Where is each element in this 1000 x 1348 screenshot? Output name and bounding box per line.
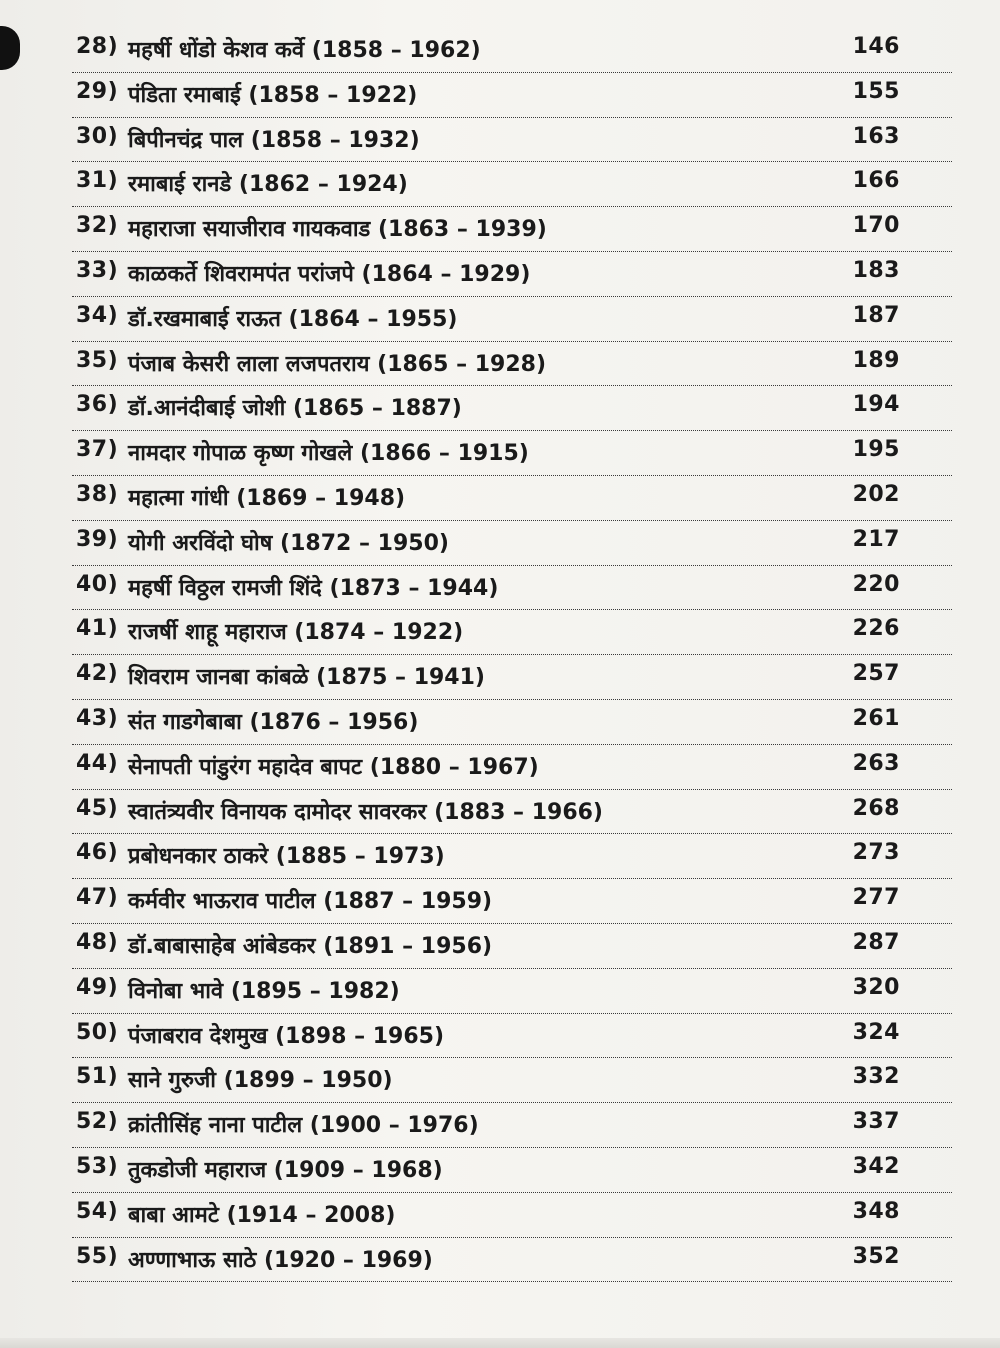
toc-entry	[72, 162, 952, 207]
entry-number: 46)	[76, 840, 119, 866]
toc-entry	[72, 655, 952, 700]
entry-page-number: 352	[852, 1243, 900, 1269]
toc-entry	[72, 1014, 952, 1059]
entry-page-number: 187	[852, 302, 900, 328]
entry-title: महाराजा सयाजीराव गायकवाड (1863 – 1939)	[128, 217, 547, 243]
entry-page-number: 342	[852, 1153, 900, 1179]
entry-page-number: 166	[852, 168, 900, 194]
entry-number: 32)	[76, 213, 119, 239]
entry-title: महर्षी धोंडो केशव कर्वे (1858 – 1962)	[128, 38, 481, 63]
entry-title: योगी अरविंदो घोष (1872 – 1950)	[128, 530, 449, 556]
entry-number: 52)	[76, 1109, 119, 1135]
toc-entry	[72, 73, 952, 118]
entry-page-number: 324	[852, 1019, 900, 1045]
toc-entry	[72, 834, 952, 879]
entry-page-number: 183	[852, 257, 900, 283]
toc-entry	[72, 252, 952, 297]
entry-title: डॉ.आनंदीबाई जोशी (1865 – 1887)	[128, 396, 462, 422]
entry-title: नामदार गोपाळ कृष्ण गोखले (1866 – 1915)	[128, 441, 529, 467]
toc-entry	[72, 342, 952, 387]
entry-number: 40)	[76, 571, 119, 597]
entry-title: महात्मा गांधी (1869 – 1948)	[128, 485, 406, 511]
entry-number: 31)	[76, 168, 119, 194]
toc-entry	[72, 118, 952, 163]
toc-entry	[72, 386, 952, 431]
entry-number: 43)	[76, 705, 119, 731]
entry-page-number: 261	[852, 705, 900, 731]
entry-title: शिवराम जानबा कांबळे (1875 – 1941)	[128, 665, 485, 691]
entry-title: रमाबाई रानडे (1862 – 1924)	[128, 172, 408, 198]
entry-number: 30)	[76, 123, 119, 149]
entry-number: 28)	[76, 34, 119, 59]
toc-entry	[72, 1238, 952, 1283]
entry-page-number: 257	[852, 661, 900, 687]
entry-number: 36)	[76, 392, 119, 418]
toc-entry	[72, 1103, 952, 1148]
entry-number: 34)	[76, 302, 119, 328]
entry-page-number: 263	[852, 750, 900, 776]
entry-number: 54)	[76, 1198, 119, 1224]
entry-number: 48)	[76, 929, 119, 955]
entry-page-number: 220	[852, 571, 900, 597]
entry-title: कर्मवीर भाऊराव पाटील (1887 – 1959)	[128, 889, 493, 915]
entry-page-number: 217	[852, 526, 900, 552]
entry-title: अण्णाभाऊ साठे (1920 – 1969)	[128, 1247, 433, 1273]
toc-entry	[72, 879, 952, 924]
entry-number: 44)	[76, 750, 119, 776]
entry-page-number: 320	[852, 974, 900, 1000]
entry-number: 53)	[76, 1153, 119, 1179]
entry-number: 29)	[76, 78, 119, 104]
entry-title: संत गाडगेबाबा (1876 – 1956)	[128, 709, 419, 735]
toc-entry	[72, 431, 952, 476]
toc-entry	[72, 1193, 952, 1238]
page-bottom-edge	[0, 1338, 1000, 1348]
entry-title: पंजाबराव देशमुख (1898 – 1965)	[128, 1023, 445, 1049]
entry-title: बाबा आमटे (1914 – 2008)	[128, 1202, 396, 1228]
entry-number: 45)	[76, 795, 119, 821]
entry-title: बिपीनचंद्र पाल (1858 – 1932)	[128, 127, 420, 153]
entry-page-number: 163	[852, 123, 900, 149]
entry-page-number: 202	[852, 481, 900, 507]
entry-number: 42)	[76, 661, 119, 687]
toc-entry	[72, 924, 952, 969]
entry-title: राजर्षी शाहू महाराज (1874 – 1922)	[128, 620, 464, 646]
toc-entry	[72, 566, 952, 611]
entry-page-number: 146	[852, 34, 900, 59]
entry-number: 38)	[76, 481, 119, 507]
entry-title: सेनापती पांडुरंग महादेव बापट (1880 – 1967)	[128, 754, 539, 780]
entry-page-number: 155	[852, 78, 900, 104]
entry-title: पंडिता रमाबाई (1858 – 1922)	[128, 82, 418, 108]
binding-mark	[0, 26, 20, 70]
entry-page-number: 194	[852, 392, 900, 418]
entry-title: डॉ.बाबासाहेब आंबेडकर (1891 – 1956)	[128, 933, 493, 959]
entry-number: 39)	[76, 526, 119, 552]
entry-page-number: 277	[852, 885, 900, 911]
entry-number: 50)	[76, 1019, 119, 1045]
entry-title: साने गुरुजी (1899 – 1950)	[128, 1068, 393, 1094]
entry-number: 55)	[76, 1243, 119, 1269]
entry-page-number: 348	[852, 1198, 900, 1224]
entry-number: 47)	[76, 885, 119, 911]
entry-page-number: 195	[852, 437, 900, 463]
toc-entry	[72, 700, 952, 745]
entry-title: डॉ.रखमाबाई राऊत (1864 – 1955)	[128, 306, 458, 332]
entry-page-number: 337	[852, 1109, 900, 1135]
entry-page-number: 273	[852, 840, 900, 866]
entry-number: 35)	[76, 347, 119, 373]
entry-page-number: 170	[852, 213, 900, 239]
entry-title: विनोबा भावे (1895 – 1982)	[128, 978, 400, 1004]
toc-entry	[72, 790, 952, 835]
toc-entry	[72, 969, 952, 1014]
toc-entry	[72, 297, 952, 342]
entry-page-number: 189	[852, 347, 900, 373]
entry-title: क्रांतीसिंह नाना पाटील (1900 – 1976)	[128, 1113, 479, 1139]
entry-number: 51)	[76, 1064, 119, 1090]
toc-entry	[72, 476, 952, 521]
table-of-contents	[72, 28, 952, 1282]
entry-title: स्वातंत्र्यवीर विनायक दामोदर सावरकर (1883 – 1966)	[128, 799, 603, 825]
entry-number: 49)	[76, 974, 119, 1000]
toc-entry	[72, 745, 952, 790]
entry-number: 41)	[76, 616, 119, 642]
entry-title: महर्षी विठ्ठल रामजी शिंदे (1873 – 1944)	[128, 575, 499, 601]
entry-page-number: 332	[852, 1064, 900, 1090]
entry-number: 33)	[76, 257, 119, 283]
toc-entry	[72, 610, 952, 655]
toc-entry	[72, 28, 952, 73]
toc-entry	[72, 521, 952, 566]
toc-entry	[72, 1058, 952, 1103]
entry-number: 37)	[76, 437, 119, 463]
entry-title: पंजाब केसरी लाला लजपतराय (1865 – 1928)	[128, 351, 547, 377]
entry-title: प्रबोधनकार ठाकरे (1885 – 1973)	[128, 844, 445, 870]
toc-entry	[72, 1148, 952, 1193]
entry-page-number: 287	[852, 929, 900, 955]
toc-entry	[72, 207, 952, 252]
entry-title: काळकर्ते शिवरामपंत परांजपे (1864 – 1929)	[128, 261, 531, 287]
entry-page-number: 268	[852, 795, 900, 821]
entry-page-number: 226	[852, 616, 900, 642]
entry-title: तुकडोजी महाराज (1909 – 1968)	[128, 1157, 443, 1183]
